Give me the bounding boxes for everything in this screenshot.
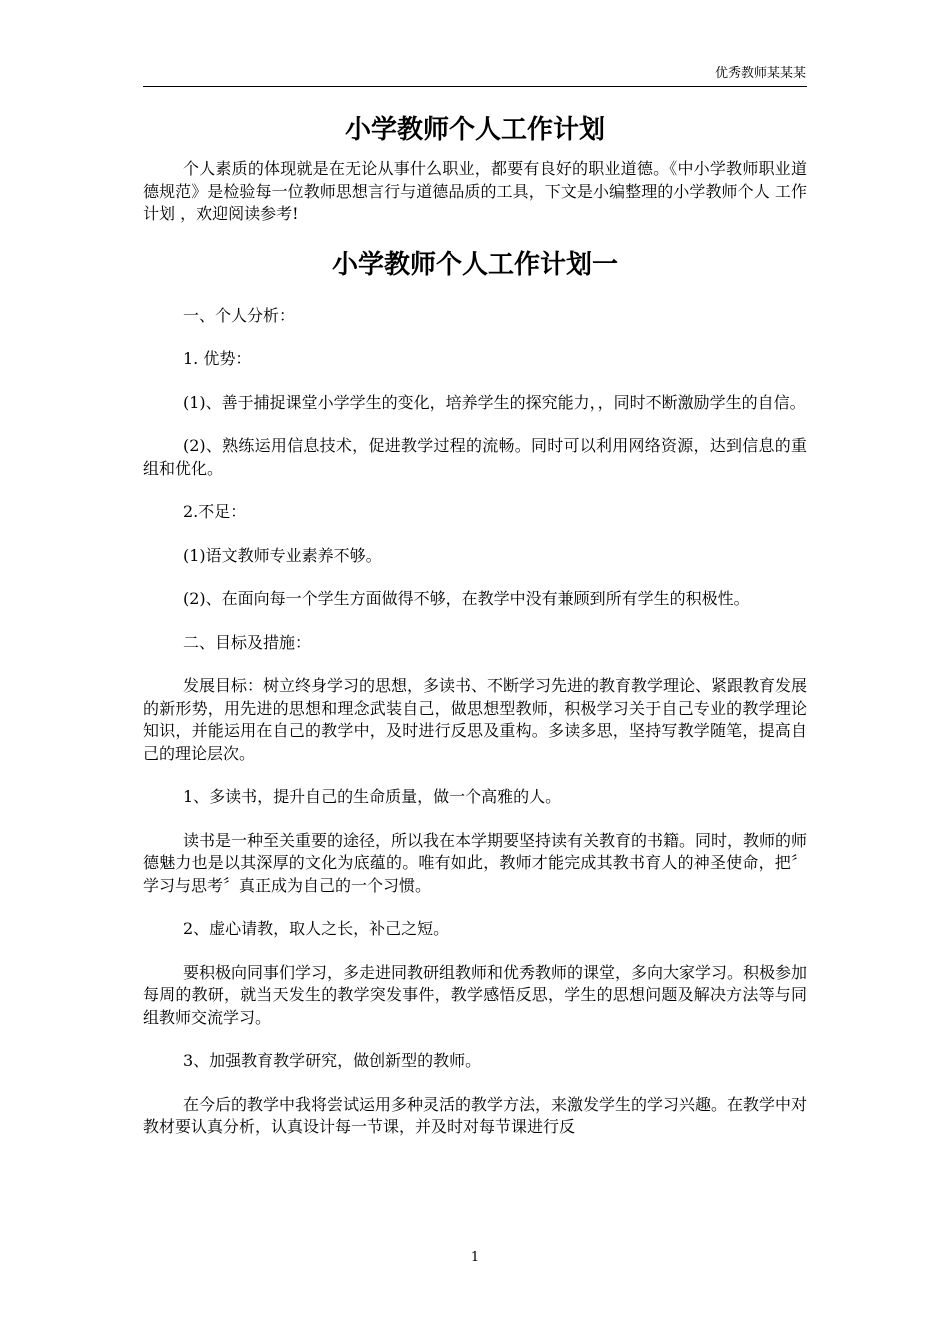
paragraph: 1、多读书，提升自己的生命质量，做一个高雅的人。: [183, 787, 562, 806]
page-header: 优秀教师某某某: [714, 66, 806, 81]
paragraph: 读书是一种至关重要的途径，所以我在本学期要坚持读有关教育的书籍。同时，教师的师德魅力也是以其深厚的文化为底蕴的。唯有如此，教师才能完成其教书育人的神圣使命，把〞学习与思考〞真正成为自己的一个习惯。: [143, 830, 808, 895]
paragraph: 要积极向同事们学习，多走进同教研组教师和优秀教师的课堂，多向大家学习。积极参加每周的教研，就当天发生的教学突发事件，教学感悟反思，学生的思想问题及解决方法等与同组教师交流学习。: [143, 962, 808, 1027]
section-title: 小学教师个人工作计划一: [331, 249, 618, 280]
paragraph: 一、个人分析：: [183, 305, 296, 325]
paragraph: 2、虚心请教，取人之长，补己之短。: [183, 919, 450, 938]
paragraph: (2)、在面向每一个学生方面做得不够，在教学中没有兼顾到所有学生的积极性。: [183, 589, 750, 608]
paragraph: 2.不足：: [183, 502, 247, 521]
document-title: 小学教师个人工作计划: [344, 115, 605, 145]
header-divider: [143, 86, 807, 87]
paragraph: 在今后的教学中我将尝试运用多种灵活的教学方法，来激发学生的学习兴趣。在教学中对教材要认真分析，认真设计每一节课，并及时对每节课进行反: [143, 1094, 808, 1136]
paragraph: 1. 优势：: [183, 349, 252, 368]
paragraph: (1)语文教师专业素养不够。: [183, 545, 382, 565]
paragraph: 二、目标及措施：: [183, 632, 312, 652]
paragraph: (1)、善于捕捉课堂小学学生的变化，培养学生的探究能力，，同时不断激励学生的自信。: [183, 392, 806, 412]
paragraph: 3、加强教育教学研究，做创新型的教师。: [183, 1051, 482, 1070]
intro-paragraph: 个人素质的体现就是在无论从事什么职业，都要有良好的职业道德。《中小学教师职业道德规范》是检验每一位教师思想言行与道德品质的工具，下文是小编整理的小学教师个人 工作计划 ，欢迎阅读参考!: [143, 159, 807, 223]
paragraph: 发展目标：树立终身学习的思想，多读书、不断学习先进的教育教学理论、紧跟教育发展的新形势，用先进的思想和理念武装自己，做思想型教师，积极学习关于自己专业的教学理论知识，并能运用在自己的教学中，及时进行反思及重构。多读多思，坚持写教学随笔，提高自己的理论层次。: [143, 676, 808, 763]
page-number: 1: [470, 1250, 480, 1265]
document-body: [143, 112, 807, 1139]
paragraph: (2)、熟练运用信息技术，促进教学过程的流畅。同时可以利用网络资源，达到信息的重组和优化。: [143, 436, 807, 478]
